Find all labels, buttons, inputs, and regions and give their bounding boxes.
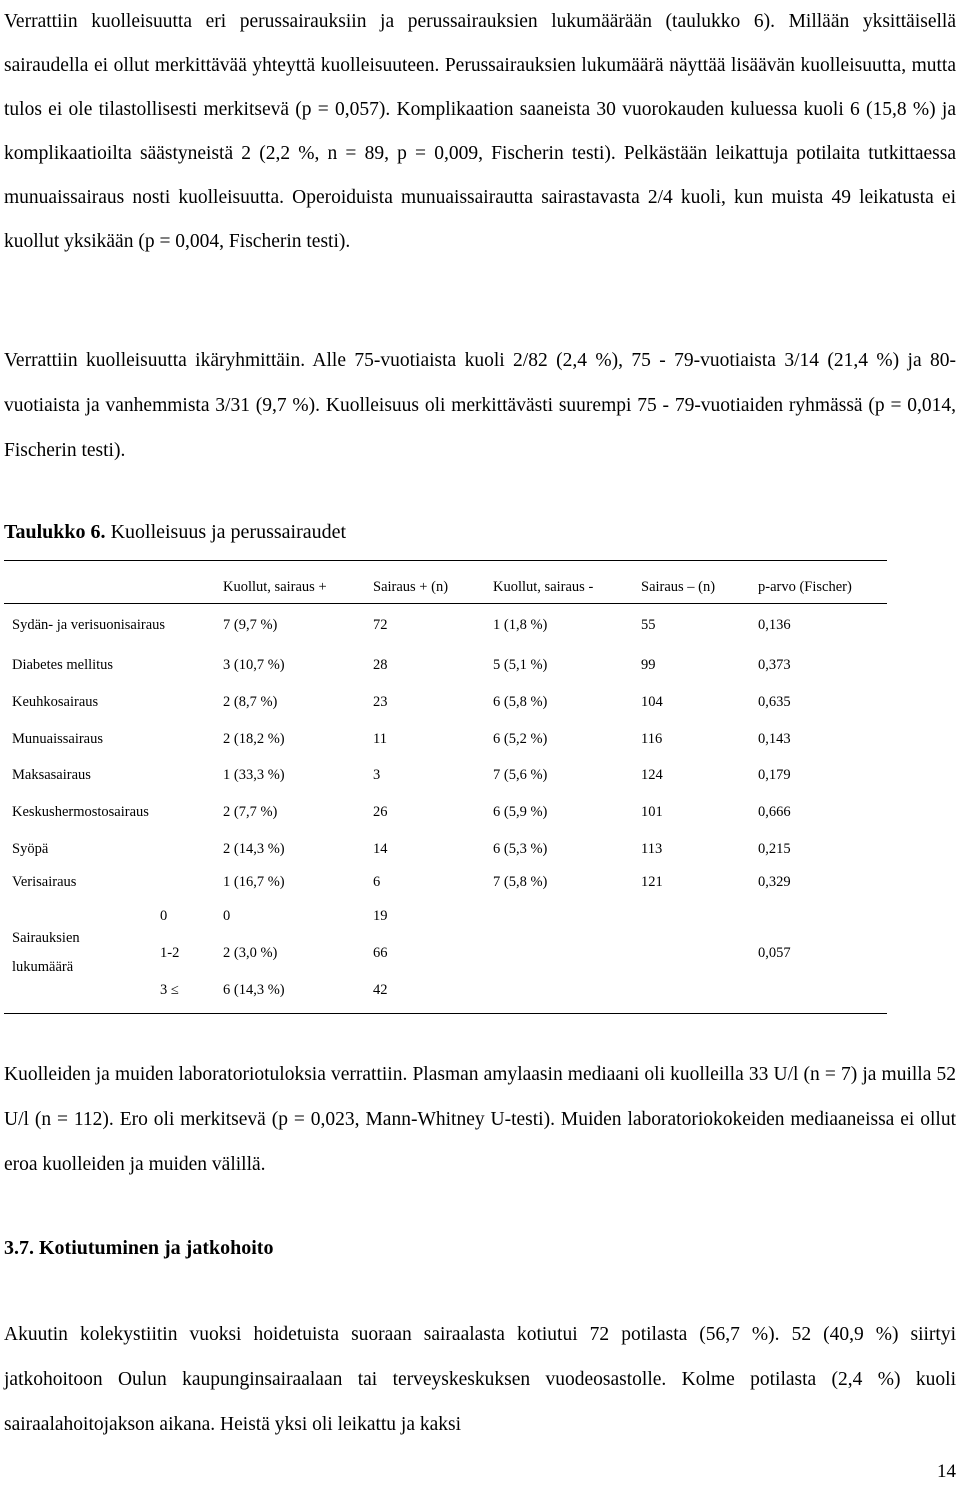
table-cell: 2 (18,2 %) (223, 731, 285, 747)
table-cell: 23 (373, 694, 388, 710)
table-cell: 0,666 (758, 804, 791, 820)
table-cell: 11 (373, 731, 387, 747)
count-group-label: Sairauksien (12, 930, 80, 946)
table-header-rule (4, 603, 887, 604)
table-row-label: Keuhkosairaus (12, 694, 99, 710)
table-header-cell: Sairaus + (n) (373, 579, 449, 595)
table-cell: 0,057 (758, 945, 791, 961)
table-cell: 14 (373, 841, 388, 857)
table-cell: 113 (641, 841, 663, 857)
table-cell: 2 (8,7 %) (223, 694, 278, 710)
table-header-cell: Kuollut, sairaus - (493, 579, 594, 595)
paragraph-mortality-age: Verrattiin kuolleisuutta ikäryhmittäin. Alle 75-vuotiaista kuoli 2/82 (2,4 %), 75 - 79-vuotiaista 3/14 (21,4 %) ja 80-vuotiaista ja vanhemmista 3/31 (9,7 %). Kuolleisuus oli merkittävästi suurempi 75 - 79-vuotiaiden ryhmässä (p = 0,014, Fischerin testi). (4, 350, 956, 461)
table-cell: 3 (373, 767, 381, 783)
table-cell: 6 (5,2 %) (493, 731, 548, 747)
table-cell: 6 (5,8 %) (493, 694, 548, 710)
table-row-label: Sydän- ja verisuonisairaus (12, 617, 166, 633)
table-row-label: Diabetes mellitus (12, 657, 114, 673)
table-cell: 1 (16,7 %) (223, 874, 285, 890)
table-cell: 121 (641, 874, 663, 890)
table-cell: 19 (373, 908, 388, 924)
table-cell: 28 (373, 657, 388, 673)
section-heading: 3.7. Kotiutuminen ja jatkohoito (4, 1237, 274, 1259)
table-cell: 0,329 (758, 874, 791, 890)
table-cell: 99 (641, 657, 656, 673)
table-header-cell: Sairaus – (n) (641, 579, 716, 595)
table-cell: 0,215 (758, 841, 791, 857)
table-cell: 1 (1,8 %) (493, 617, 548, 633)
table-cell: 1 (33,3 %) (223, 767, 285, 783)
table-cell: 104 (641, 694, 663, 710)
table-cell: 26 (373, 804, 388, 820)
page-number: 14 (937, 1461, 956, 1482)
table-cell: 7 (9,7 %) (223, 617, 278, 633)
table-top-rule (4, 560, 887, 561)
table-cell: 42 (373, 982, 388, 998)
table-cell: 6 (5,9 %) (493, 804, 548, 820)
table-cell: 0,136 (758, 617, 791, 633)
table-row-label: Syöpä (12, 841, 49, 857)
table-cell: 101 (641, 804, 663, 820)
table-cell: 0,179 (758, 767, 791, 783)
paragraph-discharge: Akuutin kolekystiitin vuoksi hoidetuista suoraan sairaalasta kotiutui 72 potilasta (56,7 %). 52 (40,9 %) siirtyi jatkohoitoon Oulun kaupunginsairaalaan tai terveyskeskuksen vuodeosastolle. Kolme potilasta (2,4 %) kuoli sairaalahoitojakson aikana. Heistä yksi oli leikattu ja kaksi (4, 1324, 956, 1435)
table-cell: 6 (5,3 %) (493, 841, 548, 857)
count-key: 3 ≤ (160, 982, 179, 998)
count-key: 0 (160, 908, 168, 924)
table-cell: 0 (223, 908, 231, 924)
table-cell: 6 (373, 874, 381, 890)
table-cell: 124 (641, 767, 663, 783)
table-cell: 7 (5,8 %) (493, 874, 548, 890)
table-cell: 0,143 (758, 731, 791, 747)
table-caption (4, 515, 346, 549)
table-row-label: Maksasairaus (12, 767, 91, 783)
table-row-label: Munuaissairaus (12, 731, 104, 747)
table-cell: 116 (641, 731, 663, 747)
count-group-label: lukumäärä (12, 959, 74, 975)
count-key: 1-2 (160, 945, 180, 961)
table-cell: 6 (14,3 %) (223, 982, 285, 998)
table-header-cell: p-arvo (Fischer) (758, 579, 852, 595)
table-cell: 66 (373, 945, 388, 961)
table-row-label: Keskushermostosairaus (12, 804, 149, 820)
table-caption-text: Kuolleisuus ja perussairaudet (105, 521, 347, 543)
table-cell: 0,373 (758, 657, 791, 673)
table-cell: 2 (7,7 %) (223, 804, 278, 820)
table-header-cell: Kuollut, sairaus + (223, 579, 327, 595)
table-caption-label: Taulukko 6. (4, 521, 106, 543)
paragraph-laboratory: Kuolleiden ja muiden laboratoriotuloksia verrattiin. Plasman amylaasin mediaani oli kuolleilla 33 U/l (n = 7) ja muilla 52 U/l (n = 112). Ero oli merkitsevä (p = 0,023, Mann-Whitney U-testi). Muiden laboratoriokokeiden mediaaneissa ei ollut eroa kuolleiden ja muiden välillä. (4, 1064, 956, 1175)
table-cell: 3 (10,7 %) (223, 657, 285, 673)
table-cell: 5 (5,1 %) (493, 657, 548, 673)
paragraph-mortality-diseases: Verrattiin kuolleisuutta eri perussairauksiin ja perussairauksien lukumäärään (taulukko 6). Millään yksittäisellä sairaudella ei ollut merkittävää yhteyttä kuolleisuuteen. Perussairauksien lukumäärä näyttää lisäävän kuolleisuutta, mutta tulos ei ole tilastollisesti merkitsevä (p = 0,057). Komplikaation saaneista 30 vuorokauden kuluessa kuoli 6 (15,8 %) ja komplikaatioilta säästyneistä 2 (2,2 %, n = 89, p = 0,009, Fischerin testi). Pelkästään leikattuja potilaita tutkittaessa munuaissairaus nosti kuolleisuutta. Operoiduista munuaissairautta sairastavasta 2/4 kuoli, kun muista 49 leikatusta ei kuollut yksikään (p = 0,004, Fischerin testi). (4, 11, 956, 252)
table-cell: 0,635 (758, 694, 791, 710)
table-cell: 2 (3,0 %) (223, 945, 278, 961)
table-cell: 72 (373, 617, 388, 633)
table-cell: 55 (641, 617, 656, 633)
table-row-label: Verisairaus (12, 874, 77, 890)
table-cell: 2 (14,3 %) (223, 841, 285, 857)
table-cell: 7 (5,6 %) (493, 767, 548, 783)
table-bottom-rule (4, 1013, 887, 1014)
